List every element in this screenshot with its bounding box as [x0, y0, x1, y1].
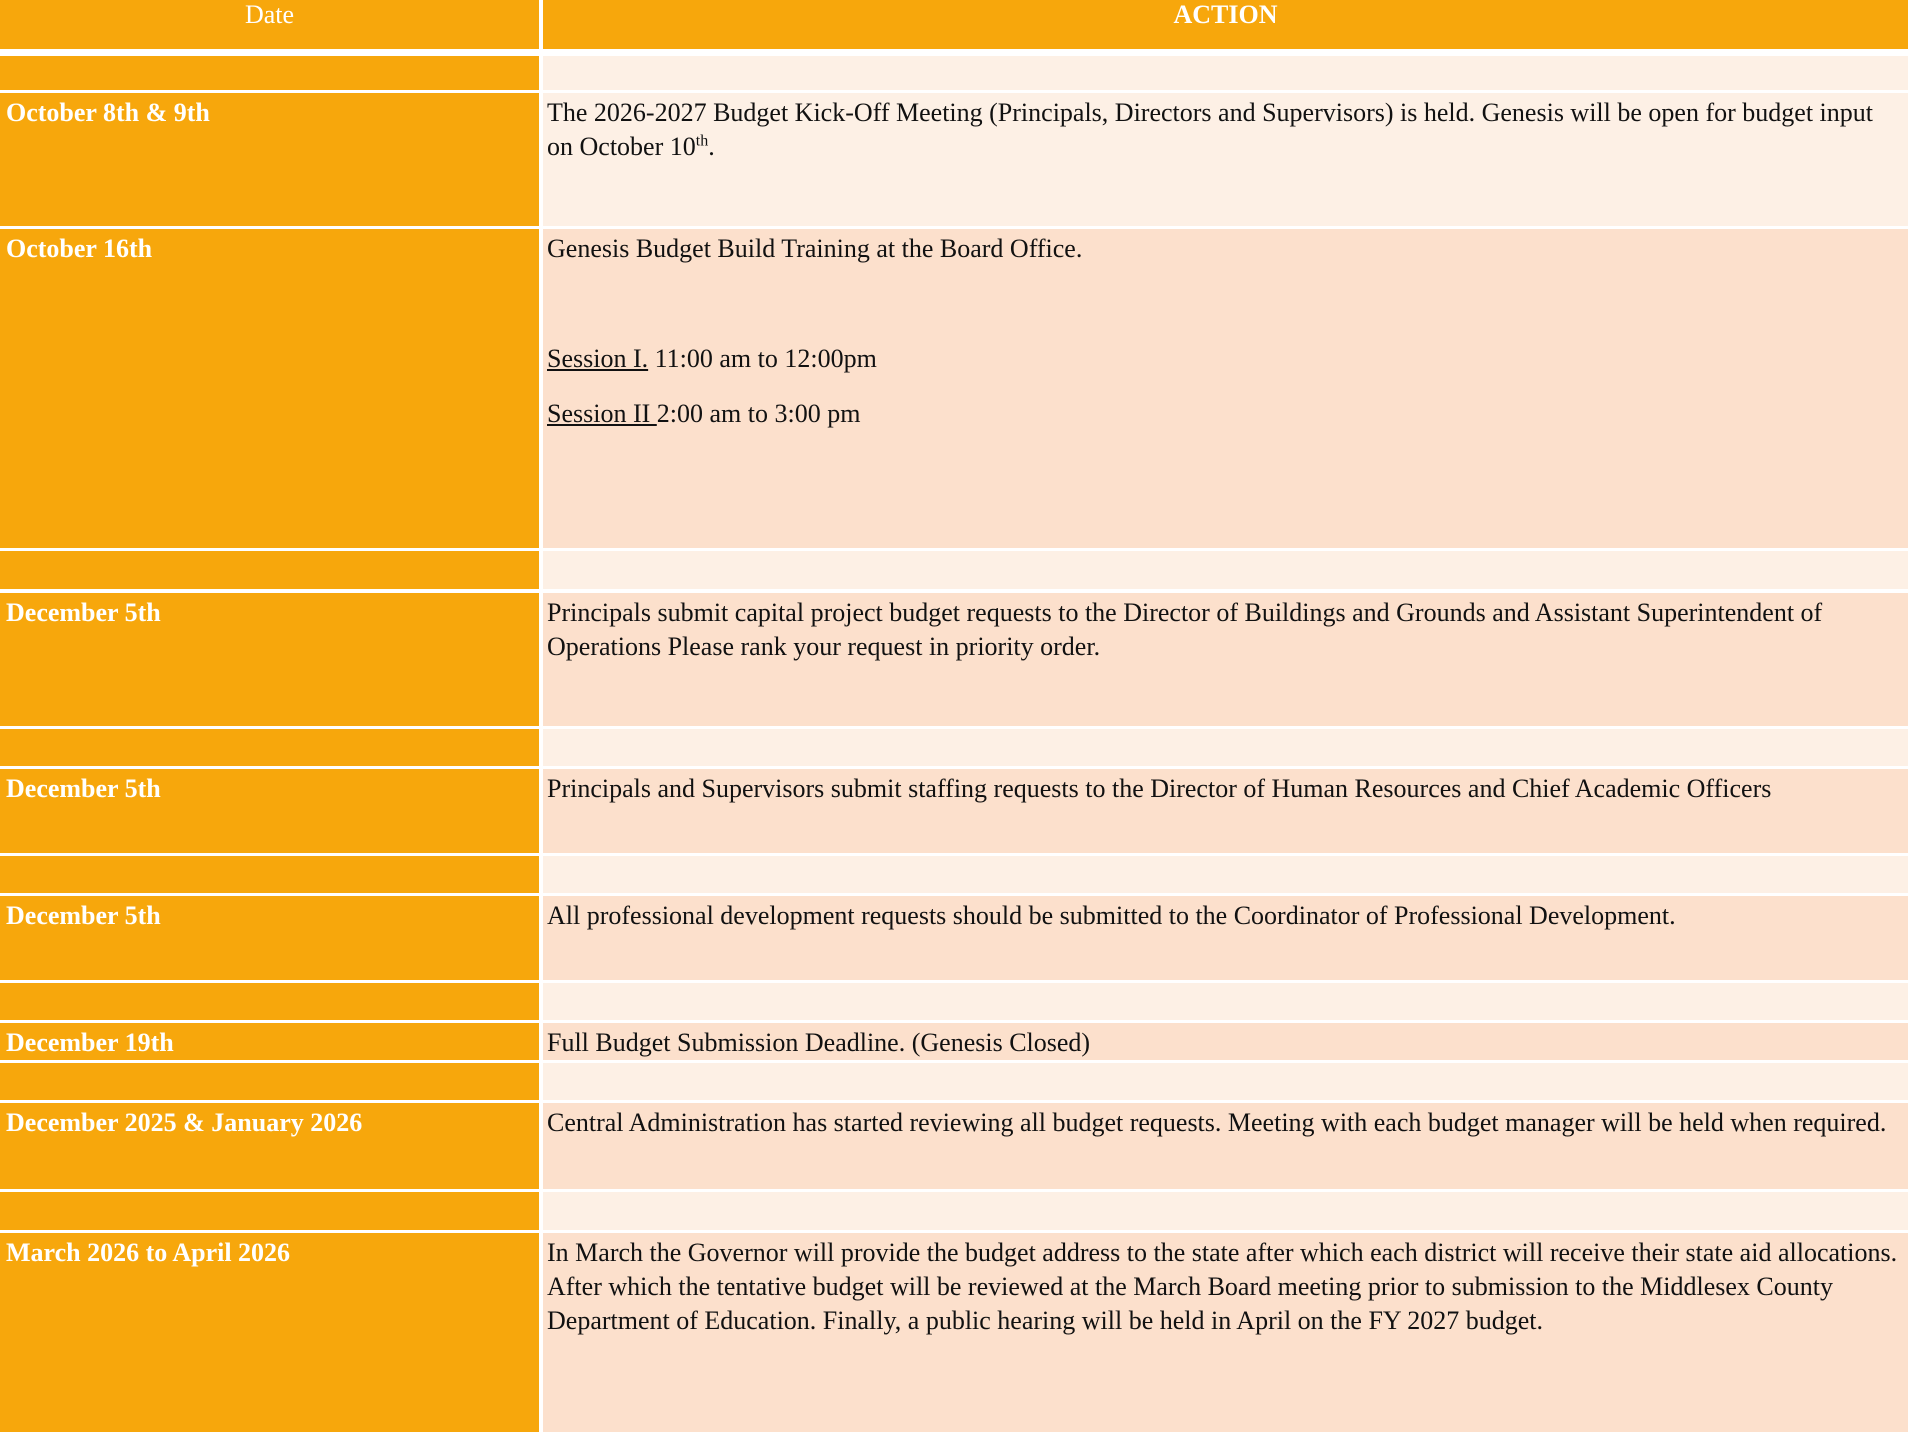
- action-text: Central Administration has started reviewing all budget requests. Meeting with each budget manager will be held when required.: [547, 1108, 1887, 1137]
- action-text: The 2026-2027 Budget Kick-Off Meeting (Principals, Directors and Supervisors) is held. Genesis will be open for budget input on October 10: [547, 98, 1873, 161]
- spacer-action-cell: [543, 856, 1908, 893]
- session-two-label: Session II: [547, 399, 657, 428]
- row-date: December 5th: [0, 769, 539, 853]
- spacer-date-cell: [0, 56, 539, 90]
- ordinal-suffix: th: [695, 132, 709, 150]
- session-one-label: Session I.: [547, 344, 649, 373]
- spacer-date-cell: [0, 1192, 539, 1230]
- header-date: Date: [0, 0, 539, 49]
- action-text: Principals and Supervisors submit staffing requests to the Director of Human Resources and Chief Academic Officers: [547, 774, 1772, 803]
- row-action: [543, 93, 1908, 226]
- row-date: December 5th: [0, 896, 539, 980]
- row-date: December 5th: [0, 593, 539, 726]
- table-row: [0, 229, 1908, 548]
- spacer-action-cell: [543, 1063, 1908, 1100]
- spacer-row: [0, 551, 1908, 589]
- table-row: [0, 1103, 1908, 1189]
- spacer-date-cell: [0, 983, 539, 1020]
- action-text: Genesis Budget Build Training at the Board Office.: [547, 234, 1083, 263]
- table-row: [0, 769, 1908, 853]
- row-action: [543, 1023, 1908, 1060]
- table-row: [0, 1023, 1908, 1060]
- session-one-time: 11:00 am to 12:00pm: [648, 344, 877, 373]
- row-action: [543, 1103, 1908, 1189]
- action-text-end: .: [708, 132, 715, 161]
- spacer-row: [0, 1063, 1908, 1100]
- action-text: All professional development requests should be submitted to the Coordinator of Professional Development.: [547, 901, 1676, 930]
- spacer-action-cell: [543, 56, 1908, 90]
- spacer-date-cell: [0, 551, 539, 589]
- spacer-row: [0, 1192, 1908, 1230]
- table-header: [0, 0, 1908, 49]
- session-two: [547, 397, 1904, 431]
- action-text: Full Budget Submission Deadline. (Genesis Closed): [547, 1028, 1091, 1057]
- spacer-row: [0, 56, 1908, 90]
- action-text: Principals submit capital project budget requests to the Director of Buildings and Grounds and Assistant Superintendent of Operations Please rank your request in priority order.: [547, 598, 1823, 661]
- spacer-action-cell: [543, 1192, 1908, 1230]
- row-date: March 2026 to April 2026: [0, 1233, 539, 1432]
- spacer-action-cell: [543, 983, 1908, 1020]
- header-action: ACTION: [543, 0, 1908, 49]
- row-action: [543, 1233, 1908, 1432]
- spacer-row: [0, 729, 1908, 766]
- spacer-date-cell: [0, 1063, 539, 1100]
- row-action: [543, 593, 1908, 726]
- spacer-row: [0, 983, 1908, 1020]
- row-action: [543, 229, 1908, 548]
- table-row: [0, 593, 1908, 726]
- row-date: October 8th & 9th: [0, 93, 539, 226]
- session-one: [547, 342, 1904, 376]
- session-two-time: 2:00 am to 3:00 pm: [656, 399, 861, 428]
- spacer-date-cell: [0, 856, 539, 893]
- row-date: December 19th: [0, 1023, 539, 1060]
- spacer-action-cell: [543, 551, 1908, 589]
- row-action: [543, 769, 1908, 853]
- spacer-action-cell: [543, 729, 1908, 766]
- row-action: [543, 896, 1908, 980]
- row-date: December 2025 & January 2026: [0, 1103, 539, 1189]
- spacer-row: [0, 856, 1908, 893]
- action-text: In March the Governor will provide the budget address to the state after which each district will receive their state aid allocations. After which the tentative budget will be reviewed at the March Board meeting prior to submission to the Middlesex County Department of Education. Finally, a public hearing will be held in April on the FY 2027 budget.: [547, 1238, 1898, 1335]
- table-row: [0, 93, 1908, 226]
- spacer-date-cell: [0, 729, 539, 766]
- table-row: [0, 1233, 1908, 1432]
- row-date: October 16th: [0, 229, 539, 548]
- table-row: [0, 896, 1908, 980]
